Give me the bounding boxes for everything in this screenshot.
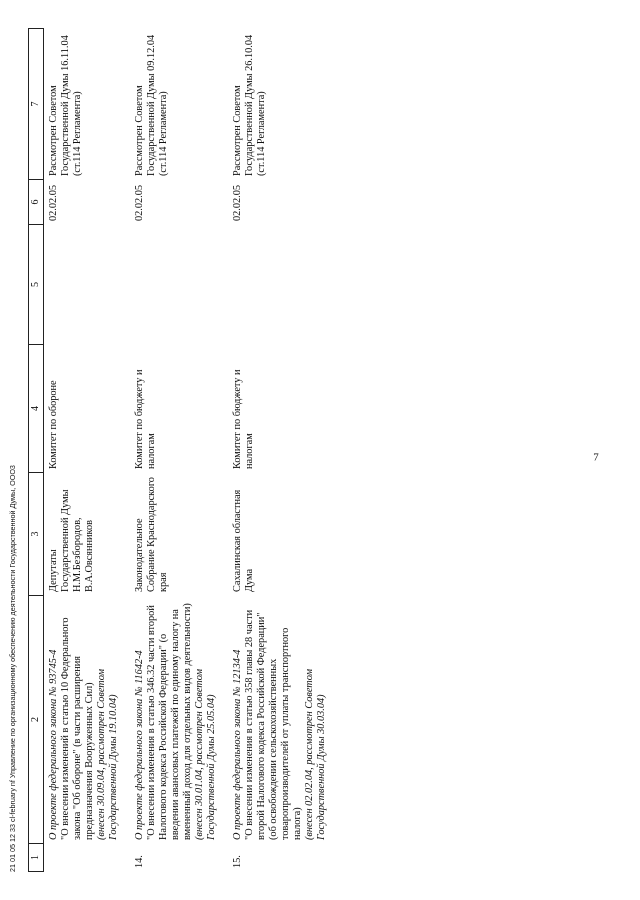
bill-committee: Комитет по бюджету и налогам (232, 369, 255, 469)
page-footer: 21 01 05 12 33 cl-february nf Управление по организационному обеспечению деятельности Государственной Думы, ООО3 (8, 465, 17, 872)
page-number: 7 (593, 451, 599, 464)
column-5-cell (132, 225, 220, 345)
rotated-page-content (8, 29, 608, 872)
header-cell: 5 (29, 225, 44, 345)
bill-author: Сахалинская областная Дума (232, 489, 255, 592)
bill-author: Законодательное Собрание Краснодарского края (134, 477, 169, 592)
table-header (29, 29, 44, 872)
column-5-cell (230, 225, 330, 345)
bill-title: О проекте федерального закона № 11642-4 (134, 650, 145, 840)
bill-description-cell (132, 596, 220, 844)
bill-description: "О внесении изменения в статью 358 главы 28 части второй Налогового кодекса Российской Федерации" (об освобождении сельскохозяйственных товаропроизводителей от уплаты транспортного налога) (244, 609, 303, 840)
table-row (44, 29, 123, 872)
header-cell: 4 (29, 345, 44, 473)
header-cell: 7 (29, 29, 44, 180)
bill-date: 02.02.05 (134, 184, 145, 221)
header-cell: 6 (29, 180, 44, 225)
bill-title: О проекте федерального закона № 93745-4 (48, 649, 59, 840)
bill-note: (внесен 30.09.04, рассмотрен Советом Государственной Думы 19.10.04) (96, 668, 119, 840)
bill-status: Рассмотрен Советом Государственной Думы 26.10.04 (ст.114 Регламента) (232, 34, 267, 176)
bill-description: "О внесении изменения в статью 346.32 части второй Налогового кодекса Российской Федерации" (о введении авансовых платежей по единому налогу на вмененный доход для отдельных видов деятельности) (146, 603, 193, 840)
header-cell: 2 (29, 596, 44, 844)
table-row (132, 29, 220, 872)
bill-note: (внесен 30.01.04, рассмотрен Советом Государственной Думы 25.05.04) (194, 668, 217, 840)
bill-status: Рассмотрен Советом Государственной Думы 09.12.04 (ст.114 Регламента) (134, 34, 169, 176)
row-number: 15. (232, 855, 243, 868)
bill-note: (внесен 02.02.04, рассмотрен Советом Государственной Думы 30.03.04) (304, 668, 327, 840)
row-number (44, 844, 123, 872)
row-number: 14. (134, 855, 145, 868)
bill-status: Рассмотрен Советом Государственной Думы 16.11.04 (ст.114 Регламента) (48, 35, 83, 176)
bill-description-cell (230, 596, 330, 844)
bill-description-cell (44, 596, 123, 844)
column-5-cell (44, 225, 123, 345)
bill-date: 02.02.05 (48, 184, 59, 221)
header-cell: 1 (29, 844, 44, 872)
bill-committee: Комитет по обороне (48, 380, 59, 469)
bill-committee: Комитет по бюджету и налогам (134, 369, 157, 469)
bill-date: 02.02.05 (232, 184, 243, 221)
header-cell: 3 (29, 473, 44, 596)
bill-description: "О внесении изменений в статью 10 Федерального закона "Об обороне" (в части расширения предназначения Вооруженных Сил) (60, 617, 95, 840)
bill-author: Депутаты Государственной Думы Н.М.Безбородов, В.А.Овсянников (48, 489, 95, 592)
bill-title: О проекте федерального закона № 12134-4 (232, 649, 243, 840)
table-row (230, 29, 330, 872)
bills-table (28, 28, 330, 872)
